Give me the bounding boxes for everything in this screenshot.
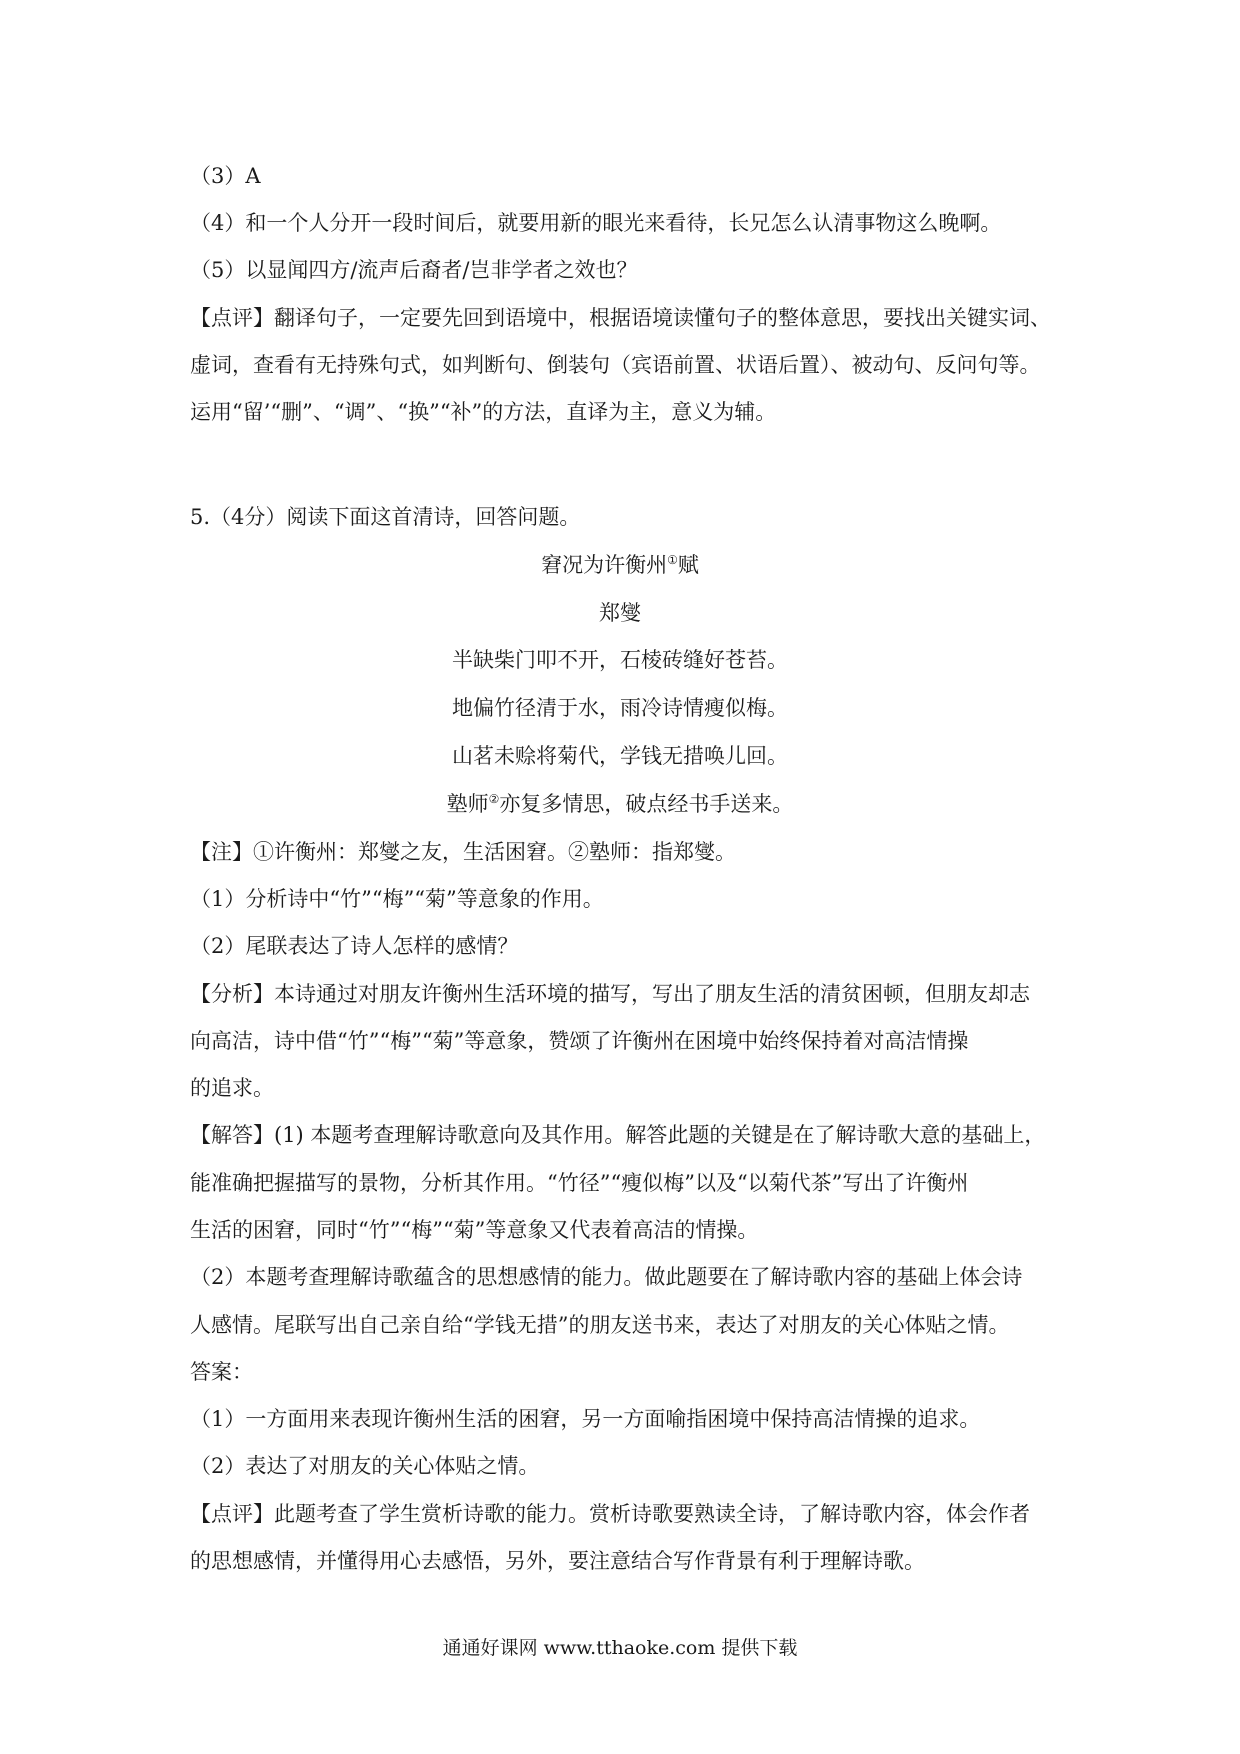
answer-3: （3）A xyxy=(190,164,261,188)
answer-4: （4）和一个人分开一段时间后，就要用新的眼光来看待，长兄怎么认清事物这么晚啊。 xyxy=(190,211,1002,235)
sub-question-2: （2）尾联表达了诗人怎样的感情？ xyxy=(190,934,519,958)
answer-line: （1）一方面用来表现许衡州生活的困窘，另一方面喻指困境中保持高洁情操的追求。 xyxy=(190,1407,981,1431)
poem-line: 半缺柴门叩不开，石棱砖缝好苍苔。 xyxy=(452,648,788,672)
page-footer: 通通好课网 www.tthaoke.com 提供下载 xyxy=(442,1637,798,1659)
answer-5: （5）以显闻四方/流声后裔者/岂非学者之效也？ xyxy=(190,258,638,282)
solution-line: （2）本题考查理解诗歌蕴含的思想感情的能力。做此题要在了解诗歌内容的基础上体会诗 xyxy=(190,1265,1023,1289)
poem-title-suffix: 赋 xyxy=(677,553,699,577)
comment-line: 的思想感情，并懂得用心去感悟，另外，要注意结合写作背景有利于理解诗歌。 xyxy=(190,1549,925,1573)
comment-line: 【点评】翻译句子，一定要先回到语境中，根据语境读懂句子的整体意思，要找出关键实词、 xyxy=(190,306,1051,330)
poem-line: 山茗未赊将菊代，学钱无措唤儿回。 xyxy=(452,744,788,768)
solution-line: 生活的困窘，同时“竹”“梅”“菊”等意象又代表着高洁的情操。 xyxy=(190,1218,759,1242)
sub-question-1: （1）分析诗中“竹”“梅”“菊”等意象的作用。 xyxy=(190,887,604,911)
comment-line: 虚词，查看有无持殊句式，如判断句、倒装句（宾语前置、状语后置）、被动句、反问句等。 xyxy=(190,353,1041,377)
analysis-line: 【分析】本诗通过对朋友许衡州生活环境的描写，写出了朋友生活的清贫困顿，但朋友却志 xyxy=(190,982,1030,1006)
solution-line: 能准确把握描写的景物，分析其作用。“竹径”“瘦似梅”以及“以菊代茶”写出了许衡州 xyxy=(190,1171,969,1195)
footnote-mark: ② xyxy=(488,792,500,806)
poem-line-text: 亦复多情思，破点经书手送来。 xyxy=(499,792,794,816)
poem-title xyxy=(0,550,1240,580)
note-line: 【注】①许衡州：郑燮之友，生活困窘。②塾师：指郑燮。 xyxy=(190,840,736,864)
poem-line xyxy=(0,789,1240,819)
answer-line: （2）表达了对朋友的关心体贴之情。 xyxy=(190,1454,540,1478)
solution-line: 【解答】(1) 本题考查理解诗歌意向及其作用。解答此题的关键是在了解诗歌大意的基础上， xyxy=(190,1123,1046,1147)
solution-line: 人感情。尾联写出自己亲自给“学钱无措”的朋友送书来，表达了对朋友的关心体贴之情。 xyxy=(190,1313,1010,1337)
comment-line: 运用“留’“删”、“调”、“换”“补”的方法，直译为主，意义为辅。 xyxy=(190,400,777,424)
poem-title-text: 窘况为许衡州 xyxy=(541,553,668,577)
poem-line-text: 塾师 xyxy=(446,792,489,816)
poem-author: 郑燮 xyxy=(599,601,641,625)
comment-line: 【点评】此题考查了学生赏析诗歌的能力。赏析诗歌要熟读全诗，了解诗歌内容，体会作者 xyxy=(190,1502,1030,1526)
poem-line: 地偏竹径清于水，雨冷诗情瘦似梅。 xyxy=(452,696,788,720)
analysis-line: 向高洁，诗中借“竹”“梅”“菊”等意象，赞颂了许衡州在困境中始终保持着对高洁情操 xyxy=(190,1029,969,1053)
question-5-header: 5.（4分）阅读下面这首清诗，回答问题。 xyxy=(190,505,581,529)
analysis-line: 的追求。 xyxy=(190,1076,274,1100)
answer-label: 答案： xyxy=(190,1360,253,1384)
footnote-mark: ① xyxy=(667,553,678,567)
